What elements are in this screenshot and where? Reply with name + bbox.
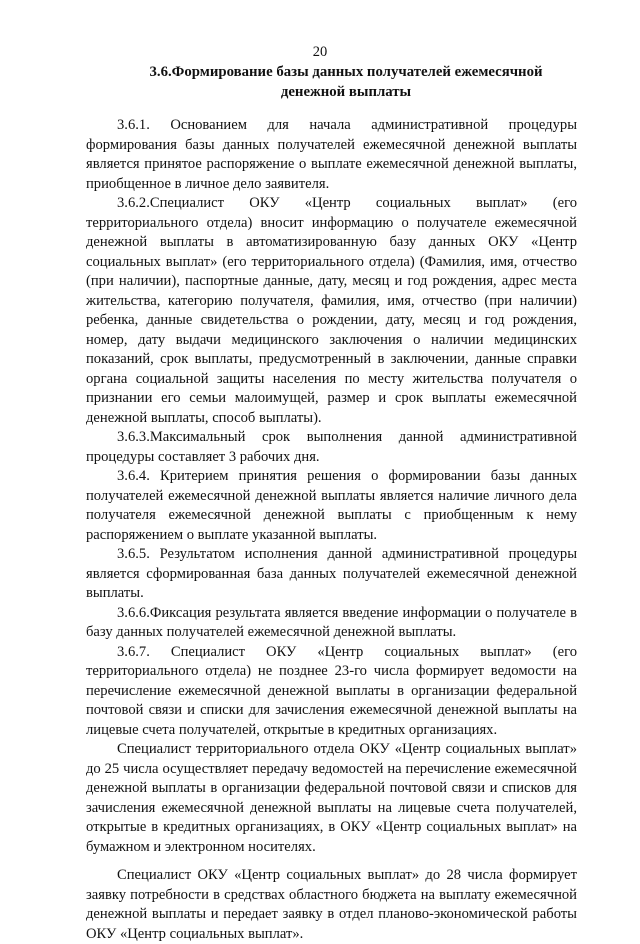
paragraph-3-6-5: 3.6.5. Результатом исполнения данной административной процедуры является сформированная база данных получателей ежемесячной денежной выплаты. [86,546,577,601]
paragraph-budget-request: Специалист ОКУ «Центр социальных выплат» до 28 числа формирует заявку потребности в средствах областного бюджета на выплату ежемесячной денежной выплаты и передает заявку в отдел планово-экономической работы ОКУ «Центр социальных выплат». [86,867,577,942]
paragraph-3-6-3: 3.6.3.Максимальный срок выполнения данной административной процедуры составляет 3 рабочих дня. [86,429,577,465]
paragraph-3-6-6: 3.6.6.Фиксация результата является введение информации о получателе в базу данных получателей ежемесячной денежной выплаты. [86,604,577,640]
section-title-line-1: 3.6.Формирование базы данных получателей ежемесячной [149,64,543,80]
paragraph-3-6-7: 3.6.7. Специалист ОКУ «Центр социальных выплат» (его территориального отдела) не позднее 23-го числа формирует ведомости на перечисление ежемесячной денежной выплаты в организации федеральной почтовой связи и списки для зачисления ежемесячной денежной выплаты на лицевые счета получателей, открытые в кредитных организациях. [86,643,577,738]
page-number: 20 [312,44,328,60]
section-title-line-2: денежной выплаты [280,84,412,100]
paragraph-3-6-4: 3.6.4. Критерием принятия решения о формировании базы данных получателей ежемесячной денежной выплаты является наличие личного дела получателя ежемесячной денежной выплаты с приобщенным к нему распоряжением о выплате указанной выплаты. [86,468,577,543]
paragraph-3-6-2: 3.6.2.Специалист ОКУ «Центр социальных выплат» (его территориального отдела) вносит информацию о получателе ежемесячной денежной выплаты в автоматизированную базу данных ОКУ «Центр социальных выплат» (его территориального отдела) (Фамилия, имя, отчество (при наличии), паспортные данные, дату, месяц и год рождения, адрес места жительства, категорию получателя, фамилия, имя, отчество (при наличии) ребенка, данные свидетельства о рождении, дату, месяц и год рождения, номер, дату выдачи медицинского заключения о наличии медицинских показаний, срок выплаты, предусмотренный в заключении, данные справки органа социальной защиты населения по месту жительства получателя о признании его семьи малоимущей, размер и срок выплаты ежемесячной денежной выплаты, способ выплаты). [86,195,577,426]
document-body [86,116,577,944]
paragraph-territorial-specialist: Специалист территориального отдела ОКУ «Центр социальных выплат» до 25 числа осуществляет передачу ведомостей на перечисление ежемесячной денежной выплаты в организации федеральной почтовой связи и списков для зачисления ежемесячной денежной выплаты на лицевые счета получателей, открытые в кредитных организациях, в ОКУ «Центр социальных выплат» на бумажном и электронном носителях. [86,741,577,855]
section-title [86,62,606,102]
paragraph-3-6-1: 3.6.1. Основанием для начала административной процедуры формирования базы данных получателей ежемесячной денежной выплаты является принятое распоряжение о выплате ежемесячной денежной выплаты, приобщенное в личное дело заявителя. [86,117,577,192]
